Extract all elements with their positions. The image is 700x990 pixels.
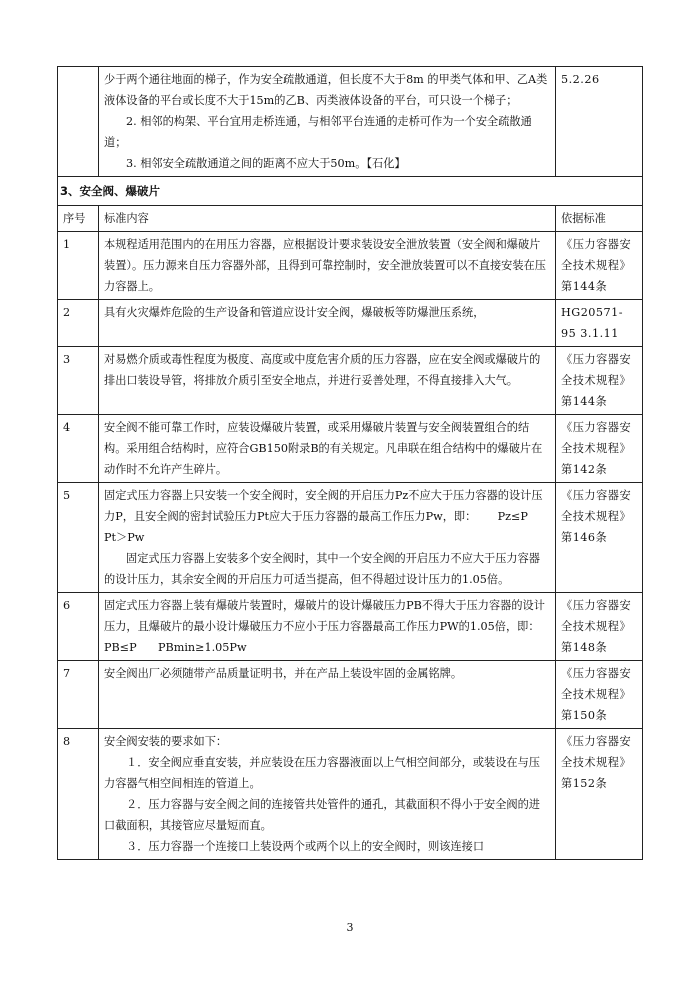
row-reference bbox=[556, 593, 643, 661]
row-content bbox=[99, 661, 556, 729]
table-row bbox=[58, 347, 643, 415]
header-num: 序号 bbox=[58, 206, 99, 232]
content-paragraph: 本规程适用范围内的在用压力容器，应根据设计要求装设安全泄放装置（安全阀和爆破片装置）。压力源来自压力容器外部，且得到可靠控制时，安全泄放装置可以不直接安装在压力容器上。 bbox=[104, 238, 546, 293]
reference-text: 《压力容器安全技术规程》第150条 bbox=[561, 667, 632, 722]
table-row bbox=[58, 661, 643, 729]
row-reference bbox=[556, 729, 643, 860]
table-row bbox=[58, 415, 643, 483]
row-number: 2 bbox=[58, 300, 99, 347]
row-content bbox=[99, 593, 556, 661]
content-paragraph: 对易燃介质或毒性程度为极度、高度或中度危害介质的压力容器，应在安全阀或爆破片的排出口装设导管，将排放介质引至安全地点，并进行妥善处理，不得直接排入大气。 bbox=[104, 353, 541, 387]
content-line: 少于两个通往地面的梯子，作为安全疏散通道，但长度不大于8m 的甲类气体和甲、乙A类液体设备的平台或长度不大于15m的乙B、丙类液体设备的平台，可只设一个梯子； bbox=[104, 73, 548, 107]
content-paragraph: 固定式压力容器上安装多个安全阀时，其中一个安全阀的开启压力不应大于压力容器的设计压力，其余安全阀的开启压力可适当提高，但不得超过设计压力的1.05倍。 bbox=[104, 552, 540, 586]
content-paragraph: ３．压力容器一个连接口上装设两个或两个以上的安全阀时，则该连接口 bbox=[126, 840, 485, 853]
continued-row bbox=[58, 67, 643, 177]
row-number: 1 bbox=[58, 232, 99, 300]
reference-text: HG20571-95 3.1.11 bbox=[561, 306, 624, 340]
reference-text: 《压力容器安全技术规程》第152条 bbox=[561, 735, 632, 790]
reference-text: 《压力容器安全技术规程》第144条 bbox=[561, 353, 632, 408]
content-paragraph: ２．压力容器与安全阀之间的连接管共处管件的通孔，其截面积不得小于安全阀的进口截面积，其接管应尽量短而直。 bbox=[104, 798, 540, 832]
content-paragraph: 安全阀出厂必须随带产品质量证明书，并在产品上装设牢固的金属铭牌。 bbox=[104, 667, 463, 680]
continued-content bbox=[99, 67, 556, 177]
reference-text: 《压力容器安全技术规程》第142条 bbox=[561, 421, 632, 476]
row-content bbox=[99, 300, 556, 347]
table-row bbox=[58, 729, 643, 860]
row-reference bbox=[556, 415, 643, 483]
content-line: 2. 相邻的构架、平台宜用走桥连通，与相邻平台连通的走桥可作为一个安全疏散通道； bbox=[104, 115, 532, 149]
row-number: 7 bbox=[58, 661, 99, 729]
content-paragraph: 安全阀不能可靠工作时，应装设爆破片装置，或采用爆破片装置与安全阀装置组合的结构。采用组合结构时，应符合GB150附录B的有关规定。凡串联在组合结构中的爆破片在动作时不允许产生碎片。 bbox=[104, 421, 543, 476]
row-content bbox=[99, 483, 556, 593]
row-reference bbox=[556, 347, 643, 415]
row-number: 5 bbox=[58, 483, 99, 593]
row-number: 8 bbox=[58, 729, 99, 860]
standards-table bbox=[57, 66, 643, 860]
row-content bbox=[99, 347, 556, 415]
document-page bbox=[57, 66, 642, 860]
row-reference bbox=[556, 483, 643, 593]
table-header-row bbox=[58, 206, 643, 232]
row-number: 3 bbox=[58, 347, 99, 415]
reference-text: 《压力容器安全技术规程》第144条 bbox=[561, 238, 632, 293]
content-paragraph: 固定式压力容器上装有爆破片装置时，爆破片的设计爆破压力PB不得大于压力容器的设计压力，且爆破片的最小设计爆破压力不应小于压力容器最高工作压力PW的1.05倍，即： PB≤P PBmin≥1.05Pw bbox=[104, 599, 547, 654]
page-number: 3 bbox=[346, 921, 354, 934]
content-line: 3. 相邻安全疏散通道之间的距离不应大于50m。【石化】 bbox=[126, 157, 406, 170]
table-row bbox=[58, 593, 643, 661]
content-paragraph: 具有火灾爆炸危险的生产设备和管道应设计安全阀，爆破板等防爆泄压系统， bbox=[104, 306, 485, 319]
row-reference bbox=[556, 661, 643, 729]
content-paragraph: 固定式压力容器上只安装一个安全阀时，安全阀的开启压力Pz不应大于压力容器的设计压力P，且安全阀的密封试验压力Pt应大于压力容器的最高工作压力Pw，即： Pz≤P Pt＞Pw bbox=[104, 489, 550, 544]
row-number: 6 bbox=[58, 593, 99, 661]
header-content: 标准内容 bbox=[99, 206, 556, 232]
row-number: 4 bbox=[58, 415, 99, 483]
section-title: 3、安全阀、爆破片 bbox=[58, 177, 643, 206]
row-reference bbox=[556, 232, 643, 300]
section-title-row bbox=[58, 177, 643, 206]
reference-text: 《压力容器安全技术规程》第148条 bbox=[561, 599, 632, 654]
table-row bbox=[58, 232, 643, 300]
content-paragraph: １．安全阀应垂直安装，并应装设在压力容器液面以上气相空间部分，或装设在与压力容器气相空间相连的管道上。 bbox=[104, 756, 540, 790]
row-content bbox=[99, 232, 556, 300]
row-content bbox=[99, 415, 556, 483]
header-ref: 依据标准 bbox=[556, 206, 643, 232]
table-row bbox=[58, 483, 643, 593]
row-content bbox=[99, 729, 556, 860]
content-paragraph: 安全阀安装的要求如下： bbox=[104, 735, 228, 748]
reference-cell: 5.2.26 bbox=[556, 67, 643, 177]
row-reference bbox=[556, 300, 643, 347]
table-row bbox=[58, 300, 643, 347]
reference-text: 《压力容器安全技术规程》第146条 bbox=[561, 489, 632, 544]
